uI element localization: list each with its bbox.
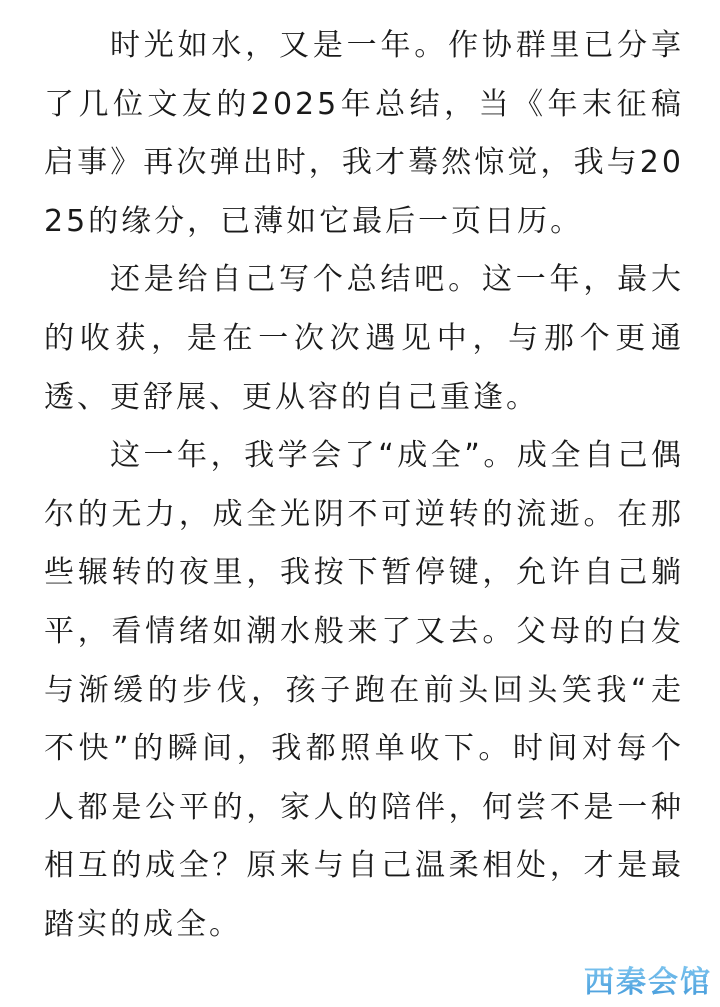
article-body	[44, 0, 684, 955]
paragraph-3: 这一年，我学会了“成全”。成全自己偶尔的无力，成全光阴不可逆转的流逝。在那些辗转的夜里，我按下暂停键，允许自己躺平，看情绪如潮水般来了又去。父母的白发与渐缓的步伐，孩子跑在前头回头笑我“走不快”的瞬间，我都照单收下。时间对每个人都是公平的，家人的陪伴，何尝不是一种相互的成全？原来与自己温柔相处，才是最踏实的成全。	[44, 438, 684, 942]
watermark-logo: 西秦会馆	[584, 957, 712, 1001]
paragraph-2: 还是给自己写个总结吧。这一年，最大的收获，是在一次次遇见中，与那个更通透、更舒展、更从容的自己重逢。	[44, 262, 684, 415]
paragraph-1: 时光如水，又是一年。作协群里已分享了几位文友的2025年总结，当《年末征稿启事》再次弹出时，我才蓦然惊觉，我与2025的缘分，已薄如它最后一页日历。	[44, 28, 684, 239]
